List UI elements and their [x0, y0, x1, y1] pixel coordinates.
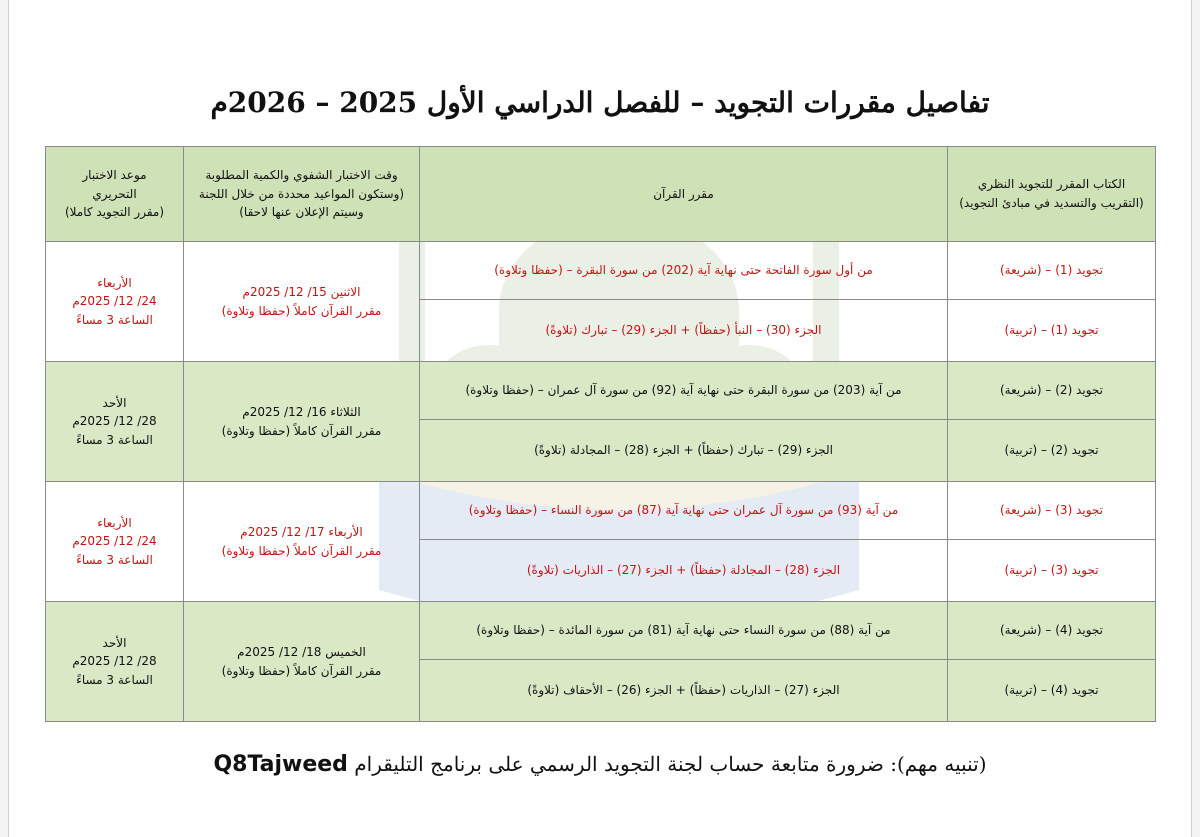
- oral-exam-cell: الثلاثاء 16/ 12/ 2025م مقرر القرآن كاملاً (حفظا وتلاوة): [184, 362, 420, 482]
- written-exam-cell: الأحد 28/ 12/ 2025م الساعة 3 مساءً: [46, 362, 184, 482]
- course-cell: تجويد (2) – (تربية): [948, 420, 1156, 482]
- quran-cell: الجزء (27) – الذاريات (حفظاً) + الجزء (26) – الأحقاف (تلاوةً): [420, 660, 948, 722]
- quran-cell: من آية (93) من سورة آل عمران حتى نهاية آية (87) من سورة النساء – (حفظا وتلاوة): [420, 482, 948, 540]
- written-exam-cell: الأربعاء 24/ 12/ 2025م الساعة 3 مساءً: [46, 242, 184, 362]
- course-cell: تجويد (3) – (شريعة): [948, 482, 1156, 540]
- oral-exam-cell: الأربعاء 17/ 12/ 2025م مقرر القرآن كاملاً (حفظا وتلاوة): [184, 482, 420, 602]
- header-book: الكتاب المقرر للتجويد النظري (التقريب والتسديد في مبادئ التجويد): [948, 147, 1156, 242]
- course-cell: تجويد (4) – (شريعة): [948, 602, 1156, 660]
- table-row: [46, 482, 1156, 540]
- table-row: [46, 362, 1156, 420]
- header-quran: مقرر القرآن: [420, 147, 948, 242]
- quran-cell: من آية (203) من سورة البقرة حتى نهاية آية (92) من سورة آل عمران – (حفظا وتلاوة): [420, 362, 948, 420]
- course-cell: تجويد (4) – (تربية): [948, 660, 1156, 722]
- header-row: [46, 147, 1156, 242]
- quran-cell: من آية (88) من سورة النساء حتى نهاية آية (81) من سورة المائدة – (حفظا وتلاوة): [420, 602, 948, 660]
- header-oral-exam: وقت الاختبار الشفوي والكمية المطلوبة (وستكون المواعيد محددة من خلال اللجنة وسيتم الإعلان عنها لاحقا): [184, 147, 420, 242]
- schedule-table: [45, 146, 1156, 722]
- oral-exam-cell: الخميس 18/ 12/ 2025م مقرر القرآن كاملاً (حفظا وتلاوة): [184, 602, 420, 722]
- course-cell: تجويد (1) – (شريعة): [948, 242, 1156, 300]
- quran-cell: الجزء (28) – المجادلة (حفظاً) + الجزء (27) – الذاريات (تلاوةً): [420, 540, 948, 602]
- table-row: [46, 602, 1156, 660]
- written-exam-cell: الأربعاء 24/ 12/ 2025م الساعة 3 مساءً: [46, 482, 184, 602]
- course-cell: تجويد (3) – (تربية): [948, 540, 1156, 602]
- course-cell: تجويد (2) – (شريعة): [948, 362, 1156, 420]
- oral-exam-cell: الاثنين 15/ 12/ 2025م مقرر القرآن كاملاً (حفظا وتلاوة): [184, 242, 420, 362]
- written-exam-cell: الأحد 28/ 12/ 2025م الساعة 3 مساءً: [46, 602, 184, 722]
- table-row: [46, 242, 1156, 300]
- course-cell: تجويد (1) – (تربية): [948, 300, 1156, 362]
- quran-cell: من أول سورة الفاتحة حتى نهاية آية (202) من سورة البقرة – (حفظا وتلاوة): [420, 242, 948, 300]
- header-written-exam: موعد الاختبار التحريري (مقرر التجويد كاملا): [46, 147, 184, 242]
- footer-notice: [9, 752, 1191, 777]
- quran-cell: الجزء (29) – تبارك (حفظاً) + الجزء (28) – المجادلة (تلاوةً): [420, 420, 948, 482]
- page-title: تفاصيل مقررات التجويد – للفصل الدراسي الأول 2025 – 2026م: [210, 86, 990, 119]
- telegram-account-name: Q8Tajweed: [213, 752, 348, 777]
- footer-text: (تنبيه مهم): ضرورة متابعة حساب لجنة التجويد الرسمي على برنامج التليقرام: [354, 752, 987, 776]
- document-page: [8, 0, 1192, 837]
- quran-cell: الجزء (30) – النبأ (حفظاً) + الجزء (29) – تبارك (تلاوةً): [420, 300, 948, 362]
